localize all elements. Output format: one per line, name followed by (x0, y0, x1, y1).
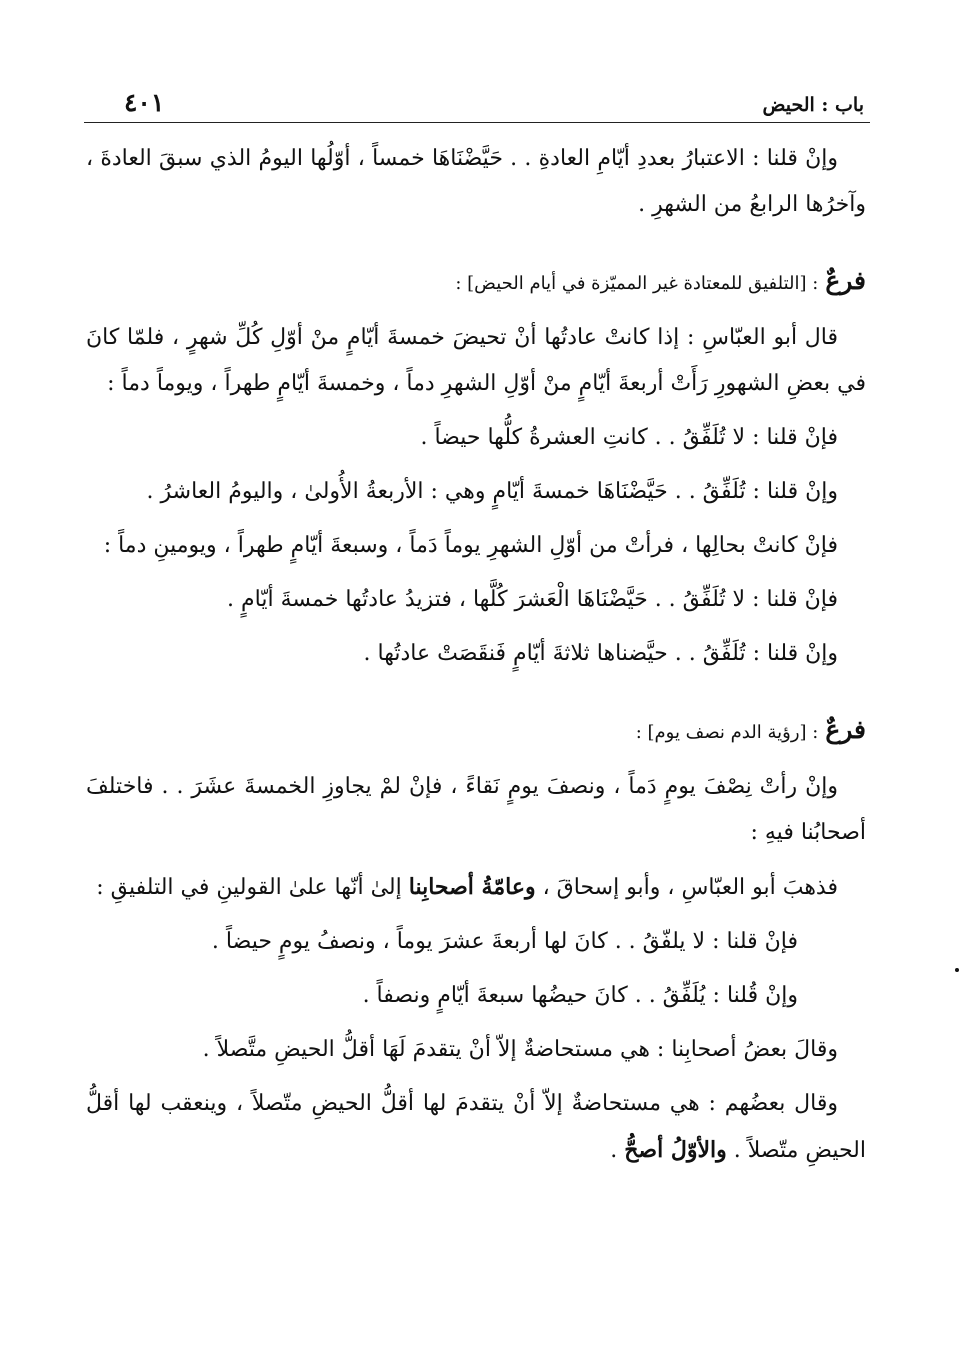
heading-tag: فرعٌ (825, 715, 866, 744)
paragraph: وقالَ بعضُ أصحابِنا : هي مستحاضةٌ إلاّ أنْ يتقدمَ لَهَا أقلُّ الحيضِ متَّصلاً . (202, 1037, 838, 1062)
paragraph (86, 864, 866, 911)
heading-text: : [التلفيق للمعتادة غير المميّزة في أيام الحيض] : (455, 273, 819, 294)
heading-text: : [رؤية الدم نصف يوم] : (635, 722, 819, 743)
page-header (84, 86, 870, 123)
paragraph-part: وقال بعضُهم : هي مستحاضةٌ إلاّ أنْ يتقدمَ لها أقلُّ الحيضِ متّصلاً ، وينعقب لها أقلُّ الحيضِ متّصلاً . (86, 1091, 866, 1163)
paragraph: فإنْ قلنا : لا تُلَفِّقُ . . حَيَّضْنَاهَا الْعَشرَ كُلَّها ، فتزيدُ عادتُها خمسةَ أيّامٍ . (227, 587, 838, 612)
paragraph: وإنْ قلنا : تُلَفِّقُ . . حيَّضناها ثلاثةَ أيّامٍ فَنقَصَتْ عادتُها . (363, 641, 838, 666)
paragraph: وإنْ قلنا : الاعتبارُ بعددِ أيّامِ العادةِ . . حَيَّضْنَاهَا خمساً ، أوّلُها اليومُ الذي سبقَ العادةَ ، وآخرُها الرابعُ من الشهرِ . (86, 146, 866, 217)
paragraph: وإنْ قلنا : تُلَفِّقُ . . حَيَّضْنَاهَا خمسةَ أيّامٍ وهي : الأربعةُ الأُولىٰ ، واليومُ العاشرُ . (146, 479, 838, 504)
paragraph-emphasis: والأوّلُ أصحُّ (624, 1137, 727, 1163)
paragraph-emphasis: وعامّةُ أصحابِنا (408, 874, 536, 900)
paragraph: قال أبو العبّاسِ : إذا كانتْ عادتُها أنْ تحيضَ خمسةَ أيّامٍ منْ أوّلِ كُلِّ شهرٍ ، فلمّا كانَ في بعضِ الشهورِ رَأَتْ أربعةَ أيّامٍ منْ أوّلِ الشهرِ دماً ، وخمسةَ أيّامٍ طهراً ، ويوماً دماً : (86, 325, 866, 396)
paragraph-part: فذهبَ أبو العبّاسِ ، وأبو إسحاقَ ، (535, 875, 838, 900)
paragraph: فإنْ قلنا : لا تُلَفِّقُ . . كانتِ العشرةُ كلُّها حيضاً . (420, 425, 838, 450)
paragraph-part: . (610, 1138, 625, 1163)
paragraph (86, 1081, 866, 1174)
paragraph: فإنْ قلنا : لا يلفّقُ . . كانَ لها أربعةَ عشرَ يوماً ، ونصفُ يومٍ حيضاً . (211, 929, 798, 954)
paragraph-part: إلىٰ أنّها علىٰ القولينِ في التلفيقِ : (96, 875, 409, 900)
chapter-title: باب : الحيض (762, 94, 864, 116)
heading-tag: فرعٌ (825, 266, 866, 295)
paragraph: وإنْ رأتْ نِصْفَ يومٍ دَماً ، ونصفَ يومٍ نَقاءً ، فإنْ لمْ يجاوزِ الخمسةَ عشَرَ . . فاختلفَ أصحابُنا فيهِ : (86, 774, 866, 845)
section-heading (86, 258, 866, 307)
section-heading (86, 707, 866, 756)
body-text (86, 136, 866, 1182)
page-number: ٤٠١ (124, 88, 165, 117)
paragraph: فإنْ كانتْ بحالِها ، فرأتْ من أوّلِ الشهرِ يوماً دَماً ، وسبعةَ أيّامٍ طهراً ، ويومينِ دماً : (103, 533, 838, 558)
paragraph: وإنْ قُلنا : يُلَفِّقُ . . كانَ حيضُها سبعةَ أيّامٍ ونصفاً . (362, 983, 798, 1008)
scan-mark (955, 968, 959, 972)
